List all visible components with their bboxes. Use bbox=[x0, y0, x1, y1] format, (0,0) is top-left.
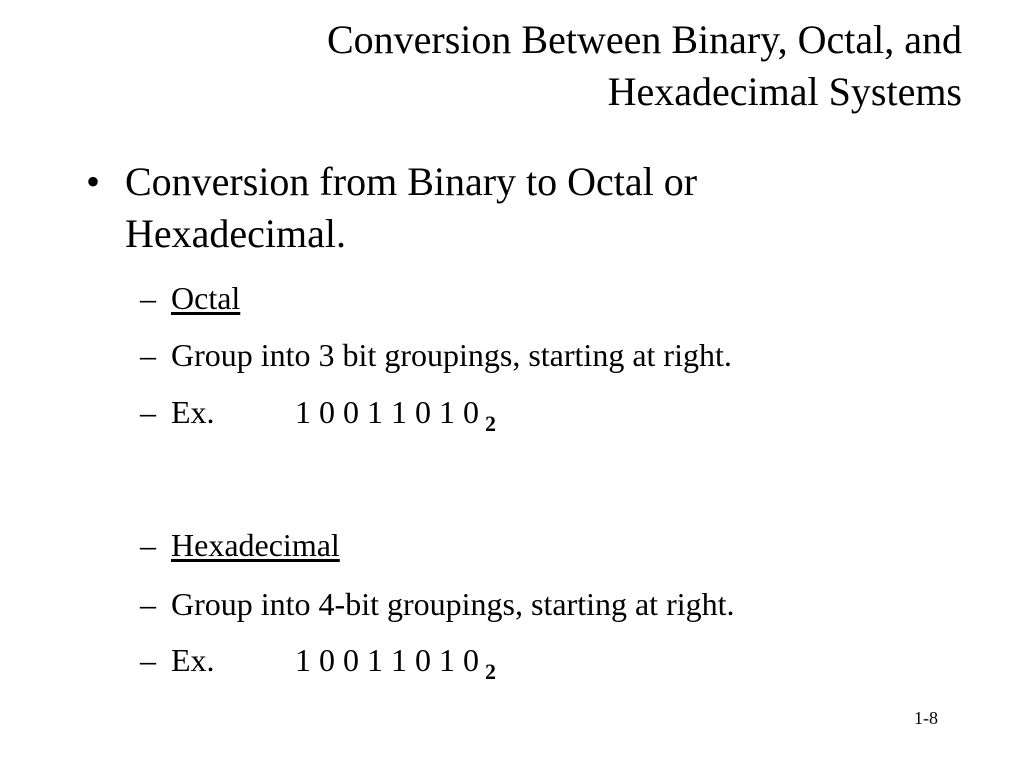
hex-rule: Group into 4-bit groupings, starting at right. bbox=[171, 586, 735, 622]
hex-heading: Hexadecimal bbox=[171, 527, 340, 563]
slide-title-line-2: Hexadecimal Systems bbox=[607, 69, 962, 114]
bullet-dot-icon: • bbox=[86, 159, 101, 204]
dash-icon: – bbox=[140, 527, 156, 563]
octal-heading-item bbox=[140, 278, 240, 318]
dash-icon: – bbox=[140, 394, 156, 430]
hex-example-bits: 1 0 0 1 1 0 1 0 bbox=[295, 642, 479, 678]
dash-icon: – bbox=[140, 337, 156, 373]
dash-icon: – bbox=[140, 586, 156, 622]
main-bullet-line-1: Conversion from Binary to Octal or bbox=[125, 159, 698, 204]
octal-example-bits: 1 0 0 1 1 0 1 0 bbox=[295, 394, 479, 430]
octal-rule: Group into 3 bit groupings, starting at right. bbox=[171, 337, 732, 373]
hex-example-base: 2 bbox=[485, 659, 496, 684]
octal-example-item bbox=[140, 392, 496, 436]
slide-title-line-1: Conversion Between Binary, Octal, and bbox=[326, 17, 962, 62]
hex-example-label: Ex. bbox=[171, 642, 215, 678]
page-number: 1-8 bbox=[914, 708, 938, 728]
hex-rule-item bbox=[140, 584, 735, 624]
hex-heading-item bbox=[140, 525, 340, 565]
main-bullet-text bbox=[125, 156, 845, 260]
hex-example-item bbox=[140, 640, 496, 684]
dash-icon: – bbox=[140, 642, 156, 678]
octal-example-base: 2 bbox=[485, 411, 496, 436]
octal-example-label: Ex. bbox=[171, 394, 215, 430]
slide-title bbox=[162, 14, 962, 118]
dash-icon: – bbox=[140, 280, 156, 316]
octal-rule-item bbox=[140, 335, 732, 375]
octal-heading: Octal bbox=[171, 280, 241, 316]
main-bullet-line-2: Hexadecimal. bbox=[125, 211, 346, 256]
